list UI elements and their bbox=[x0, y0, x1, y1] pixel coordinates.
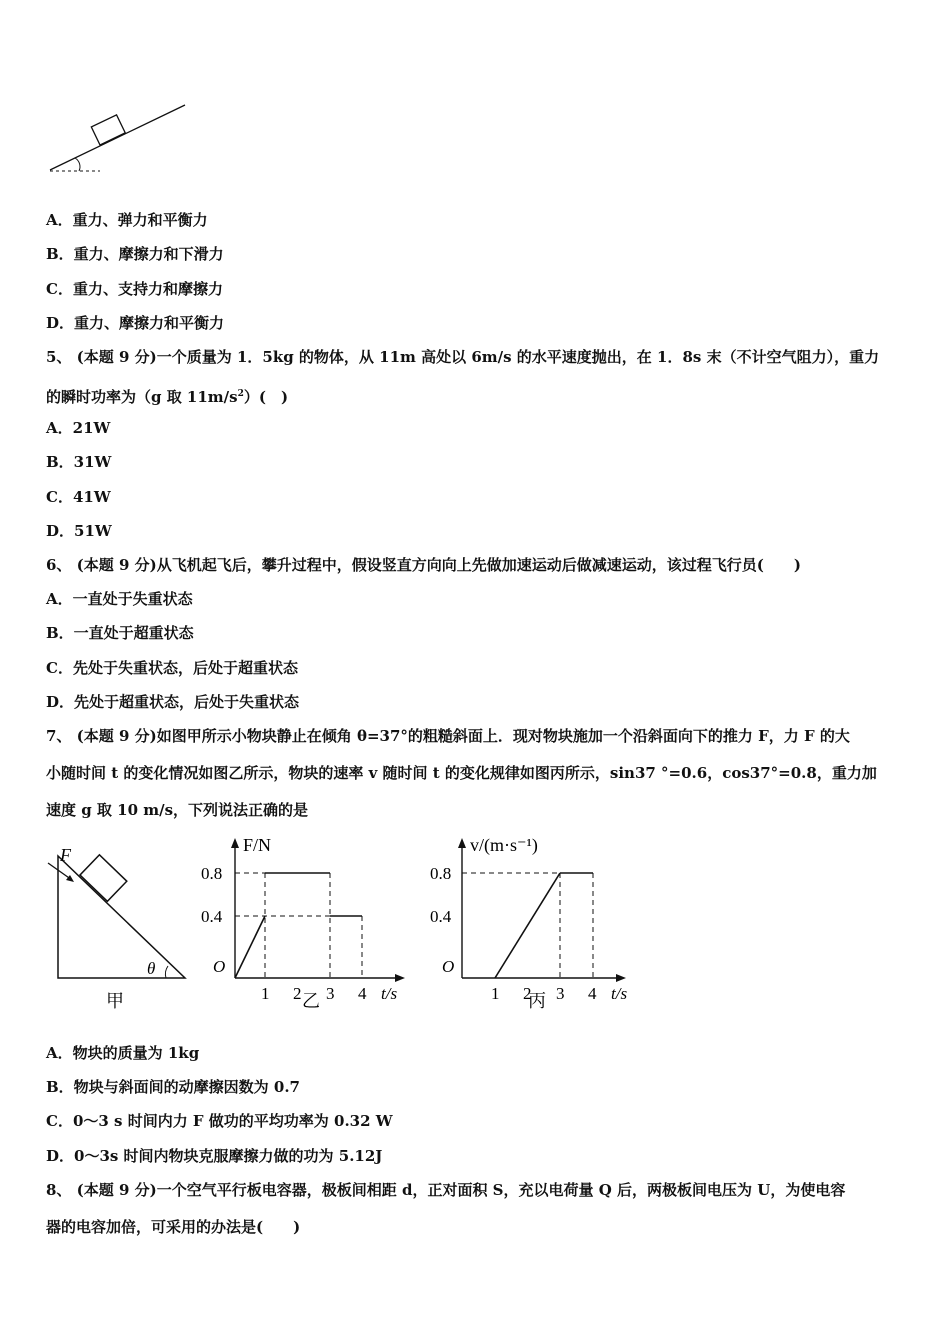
caption-jia: 甲 bbox=[106, 991, 124, 1011]
bing-xlabel: t/s bbox=[611, 984, 628, 1003]
q7-option-a[interactable]: A．物块的质量为 1kg bbox=[46, 1044, 200, 1062]
force-label: F bbox=[60, 845, 71, 865]
q5-stem-line2 bbox=[46, 384, 288, 407]
angle-label: θ bbox=[147, 959, 156, 978]
yi-xtick: 3 bbox=[326, 984, 335, 1003]
yi-ytick: 0.8 bbox=[201, 864, 223, 883]
q8-stem-line1: 8、 (本题 9 分)一个空气平行板电容器，极板间相距 d，正对面积 S，充以电荷量 Q 后，两极板间电压为 U，为使电容 bbox=[46, 1181, 846, 1199]
q6-option-c[interactable]: C．先处于失重状态，后处于超重状态 bbox=[46, 659, 298, 677]
q5-stem-line1: 5、 (本题 9 分)一个质量为 1．5kg 的物体，从 11m 高处以 6m/s 的水平速度抛出，在 1．8s 末（不计空气阻力），重力 bbox=[46, 348, 880, 366]
q5-option-c[interactable]: C．41W bbox=[46, 488, 111, 506]
figure-yi-force-graph bbox=[195, 835, 415, 1015]
yi-xtick: 1 bbox=[261, 984, 270, 1003]
q7-stem-line3: 速度 g 取 10 m/s，下列说法正确的是 bbox=[46, 801, 309, 819]
incline-diagram-q4 bbox=[45, 100, 190, 178]
bing-xtick: 3 bbox=[556, 984, 565, 1003]
bing-xtick: 1 bbox=[491, 984, 500, 1003]
bing-origin: O bbox=[442, 957, 455, 976]
bing-ytick: 0.8 bbox=[430, 864, 452, 883]
yi-xtick: 4 bbox=[358, 984, 367, 1003]
q6-option-b[interactable]: B．一直处于超重状态 bbox=[46, 624, 194, 642]
yi-xlabel: t/s bbox=[381, 984, 398, 1003]
q6-stem: 6、 (本题 9 分)从飞机起飞后，攀升过程中，假设竖直方向向上先做加速运动后做减速运动，该过程飞行员( ) bbox=[46, 556, 801, 574]
q4-option-a[interactable]: A．重力、弹力和平衡力 bbox=[46, 211, 208, 229]
q7-stem-line2: 小随时间 t 的变化情况如图乙所示，物块的速率 v 随时间 t 的变化规律如图丙所示，sin37 °=0.6，cos37°=0.8，重力加 bbox=[46, 764, 877, 782]
caption-yi: 乙 bbox=[302, 991, 320, 1011]
q5-option-a[interactable]: A．21W bbox=[46, 419, 111, 437]
q5-answer-blank: ）( ) bbox=[243, 388, 289, 406]
q5-option-d[interactable]: D．51W bbox=[46, 522, 112, 540]
q7-option-c[interactable]: C．0～3 s 时间内力 F 做功的平均功率为 0.32 W bbox=[46, 1112, 393, 1130]
figure-bing-velocity-graph bbox=[425, 835, 640, 1015]
q7-option-d[interactable]: D．0～3s 时间内物块克服摩擦力做的功为 5.12J bbox=[46, 1147, 383, 1165]
q4-option-b[interactable]: B．重力、摩擦力和下滑力 bbox=[46, 245, 224, 263]
q4-option-c[interactable]: C．重力、支持力和摩擦力 bbox=[46, 280, 223, 298]
q5-stem-text: 的瞬时功率为（g 取 11m/s bbox=[46, 388, 238, 406]
q6-option-a[interactable]: A．一直处于失重状态 bbox=[46, 590, 193, 608]
yi-ylabel: F/N bbox=[243, 835, 272, 855]
q7-option-b[interactable]: B．物块与斜面间的动摩擦因数为 0.7 bbox=[46, 1078, 300, 1096]
caption-bing: 丙 bbox=[528, 991, 546, 1011]
bing-xtick: 4 bbox=[588, 984, 597, 1003]
bing-ytick: 0.4 bbox=[430, 907, 452, 926]
q4-option-d[interactable]: D．重力、摩擦力和平衡力 bbox=[46, 314, 225, 332]
bing-xtick: 2 bbox=[523, 984, 532, 1003]
figure-jia-incline bbox=[40, 835, 200, 1015]
q8-stem-line2: 器的电容加倍，可采用的办法是( ) bbox=[46, 1218, 301, 1236]
q5-option-b[interactable]: B．31W bbox=[46, 453, 112, 471]
q5-exponent: 2 bbox=[237, 389, 244, 399]
yi-ytick: 0.4 bbox=[201, 907, 223, 926]
yi-origin: O bbox=[213, 957, 226, 976]
q6-option-d[interactable]: D．先处于超重状态，后处于失重状态 bbox=[46, 693, 300, 711]
bing-ylabel: v/(m·s⁻¹) bbox=[470, 835, 538, 855]
q7-stem-line1: 7、 (本题 9 分)如图甲所示小物块静止在倾角 θ=37°的粗糙斜面上．现对物块施加一个沿斜面向下的推力 F，力 F 的大 bbox=[46, 727, 850, 745]
yi-xtick: 2 bbox=[293, 984, 302, 1003]
